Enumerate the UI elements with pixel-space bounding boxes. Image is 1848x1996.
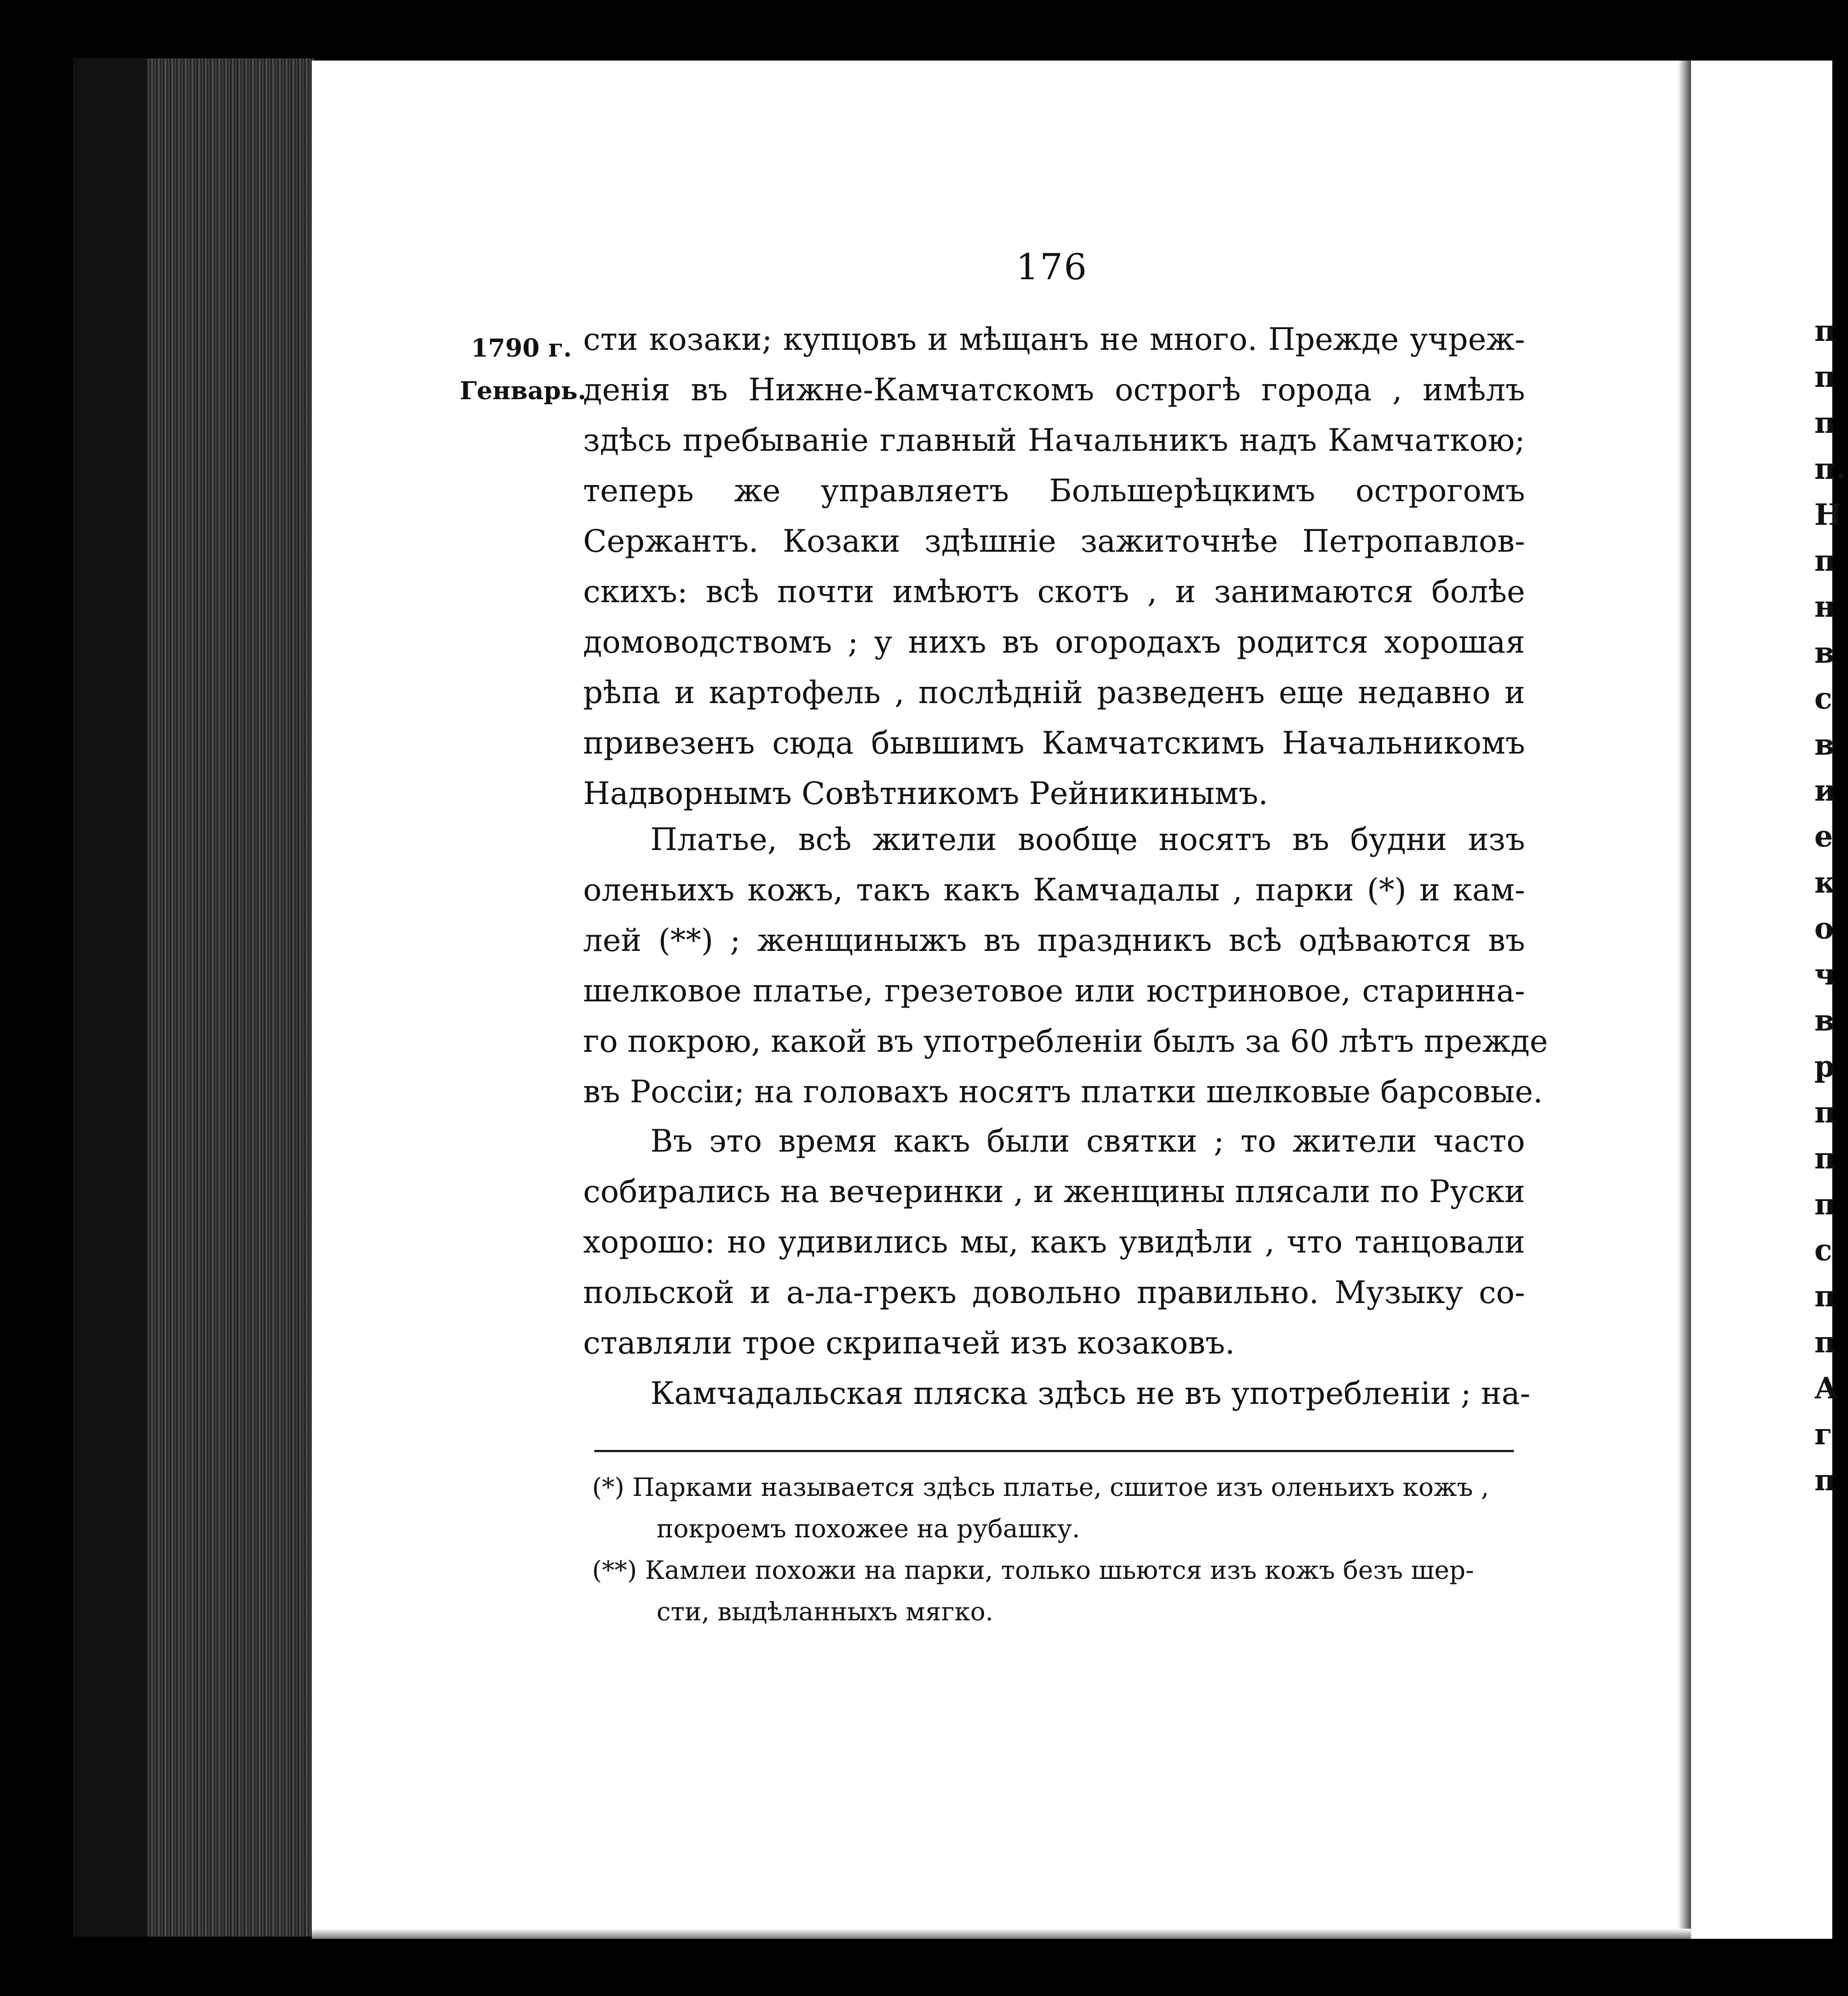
book-fore-edge bbox=[147, 58, 314, 1937]
right-page-fragment: н bbox=[1814, 590, 1836, 624]
page-number: 176 bbox=[1016, 247, 1088, 288]
text-line: здѣсь пребываніе главный Начальникъ надъ Камчаткою; bbox=[583, 422, 1525, 458]
book-edge-dark bbox=[73, 58, 151, 1937]
text-line: сти козаки; купцовъ и мѣщанъ не много. Прежде учреж- bbox=[583, 321, 1525, 357]
text-line: лей (**) ; женщиныжъ въ праздникъ всѣ одѣваются въ bbox=[583, 922, 1525, 958]
footnote-1-line bbox=[592, 1467, 1534, 1508]
right-page-fragment: в bbox=[1814, 728, 1835, 762]
right-page-fragment: п bbox=[1814, 1325, 1836, 1360]
right-page-fragment: к bbox=[1814, 866, 1836, 900]
right-page-fragment: п bbox=[1814, 406, 1836, 440]
text-line: домоводствомъ ; у нихъ въ огородахъ родится хорошая bbox=[583, 624, 1525, 660]
text-line: Платье, всѣ жители вообще носятъ въ будни изъ bbox=[650, 821, 1525, 857]
text-line: въ Россіи; на головахъ носятъ платки шелковые барсовые. bbox=[583, 1074, 1543, 1110]
right-page-fragment: п bbox=[1814, 1463, 1836, 1498]
footnote-2-line bbox=[592, 1550, 1534, 1591]
paragraph-1 bbox=[583, 314, 1525, 819]
right-page-fragment: о bbox=[1814, 912, 1834, 946]
right-page-fragment: с bbox=[1814, 1233, 1832, 1268]
margin-note-year: 1790 г. bbox=[470, 334, 572, 363]
right-page-fragment: п. bbox=[1814, 452, 1846, 486]
paragraph-4 bbox=[583, 1368, 1531, 1419]
text-line: шелковое платье, грезетовое или юстриновое, старинна- bbox=[583, 973, 1525, 1009]
text-line: Въ это время какъ были святки ; то жители часто bbox=[650, 1123, 1525, 1159]
text-line: го покрою, какой въ употребленіи былъ за 60 лѣтъ прежде bbox=[583, 1023, 1548, 1059]
text-line: собирались на вечеринки , и женщины плясали по Руски bbox=[583, 1173, 1525, 1209]
right-page-fragment: в bbox=[1814, 1004, 1835, 1038]
right-page-fragment: п bbox=[1814, 1188, 1836, 1222]
footnote-text: Камлеи похожи на парки, только шьются изъ кожъ безъ шер- bbox=[645, 1555, 1474, 1585]
right-page-fragment: с bbox=[1814, 682, 1832, 716]
right-page-fragment: п bbox=[1814, 360, 1836, 394]
text-line: скихъ: всѣ почти имѣютъ скотъ , и занимаются болѣе bbox=[583, 574, 1525, 609]
footnote-mark: (**) bbox=[592, 1555, 637, 1585]
footnotes bbox=[592, 1467, 1534, 1633]
right-page-fragment: Н bbox=[1814, 498, 1842, 532]
text-line: рѣпа и картофель , послѣдній разведенъ еще недавно и bbox=[583, 674, 1525, 710]
text-line: Надворнымъ Совѣтникомъ Рейникинымъ. bbox=[583, 775, 1268, 811]
right-page-fragment: п bbox=[1814, 1279, 1836, 1314]
right-page-fragment: г bbox=[1814, 1417, 1832, 1452]
text-line: привезенъ сюда бывшимъ Камчатскимъ Начальникомъ bbox=[583, 725, 1525, 761]
right-page-fragment: А bbox=[1814, 1371, 1838, 1406]
right-page-fragment: в bbox=[1814, 636, 1835, 670]
right-page-fragment: р bbox=[1814, 1050, 1835, 1084]
text-line: хорошо: но удивились мы, какъ увидѣли , что танцовали bbox=[583, 1224, 1525, 1260]
right-page-fragment: е bbox=[1814, 820, 1833, 854]
right-page-fragment: п bbox=[1814, 314, 1836, 348]
footnote-mark: (*) bbox=[592, 1472, 625, 1502]
right-page-fragment: п bbox=[1814, 1142, 1836, 1176]
right-page-fragment: и bbox=[1814, 774, 1836, 808]
text-line: Сержантъ. Козаки здѣшніе зажиточнѣе Петропавлов- bbox=[583, 523, 1525, 559]
right-page-fragment: п bbox=[1814, 1096, 1836, 1130]
text-line: ставляли трое скрипачей изъ козаковъ. bbox=[583, 1325, 1235, 1361]
margin-note-month: Генварь. bbox=[460, 377, 586, 405]
footnote-2-continuation: сти, выдѣланныхъ мягко. bbox=[657, 1597, 994, 1627]
footnote-text: Парками называется здѣсь платье, сшитое изъ оленьихъ кожъ , bbox=[632, 1472, 1489, 1502]
right-page-fragment: п bbox=[1814, 544, 1836, 578]
paragraph-3 bbox=[583, 1116, 1525, 1368]
footnote-rule bbox=[594, 1450, 1514, 1452]
right-page-fragment: ч bbox=[1814, 958, 1836, 992]
paragraph-2 bbox=[583, 814, 1548, 1117]
text-line: оленьихъ кожъ, такъ какъ Камчадалы , парки (*) и кам- bbox=[583, 872, 1525, 908]
page-right-partial bbox=[1691, 61, 1832, 1939]
text-line: теперь же управляетъ Большерѣцкимъ острогомъ bbox=[583, 473, 1525, 509]
page-bottom-shadow bbox=[312, 1929, 1691, 1939]
page-gutter bbox=[1678, 61, 1691, 1939]
text-line: Камчадальская пляска здѣсь не въ употребленіи ; на- bbox=[650, 1375, 1531, 1411]
text-line: польской и а-ла-грекъ довольно правильно. Музыку со- bbox=[583, 1274, 1525, 1310]
footnote-1-continuation: покроемъ похожее на рубашку. bbox=[657, 1514, 1080, 1544]
text-line: денія въ Нижне-Камчатскомъ острогѣ города , имѣлъ bbox=[583, 372, 1525, 408]
